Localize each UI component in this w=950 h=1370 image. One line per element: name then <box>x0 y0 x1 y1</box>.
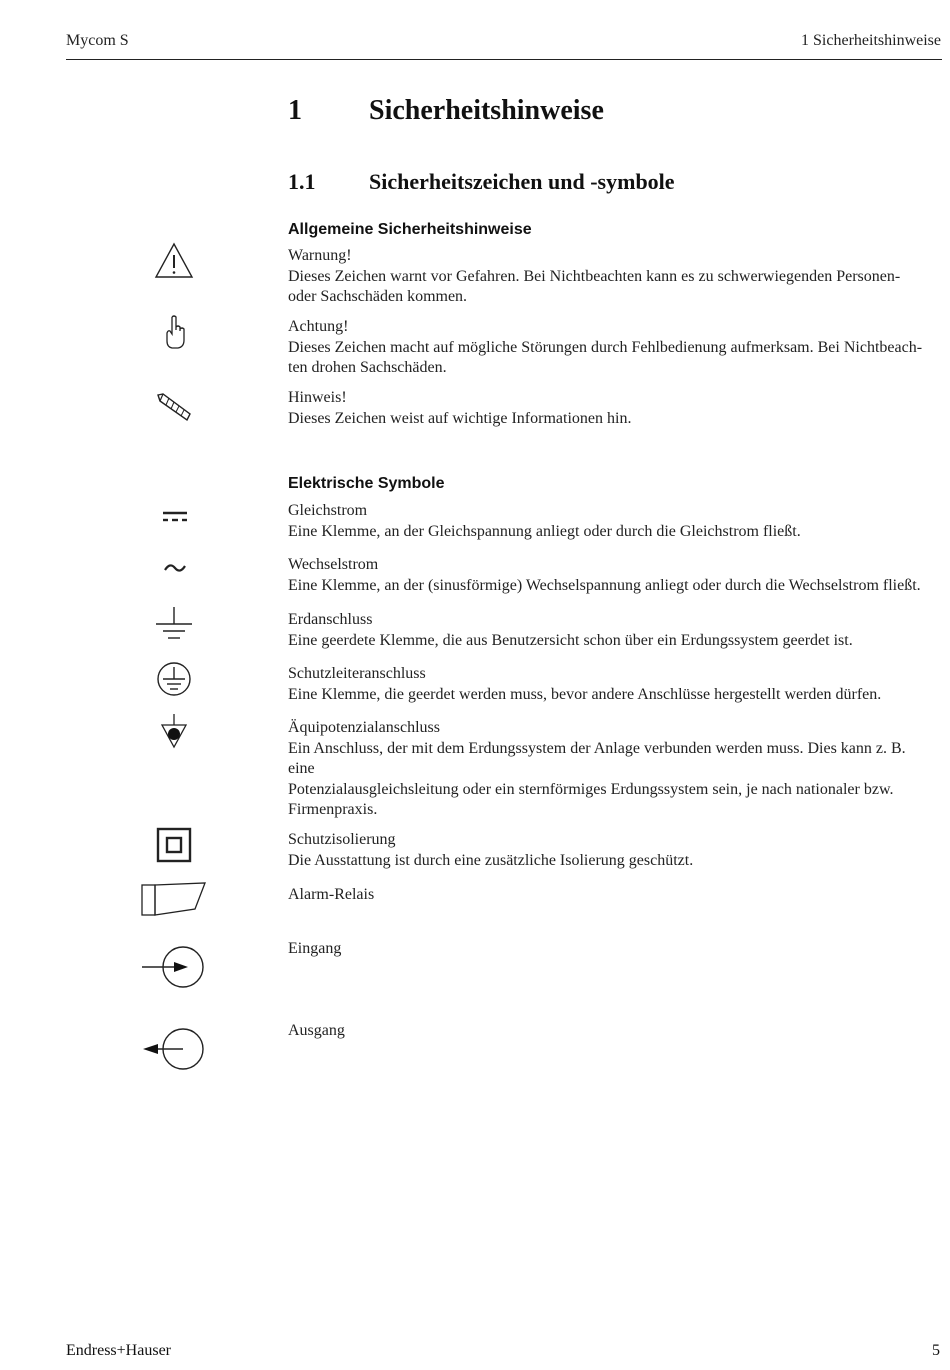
warning-triangle-icon <box>154 242 194 280</box>
alarm-relay-icon <box>139 881 209 917</box>
ground-icon <box>155 606 193 642</box>
chapter-number: 1 <box>288 95 302 126</box>
ac-item <box>288 555 943 596</box>
output-title: Ausgang <box>288 1022 345 1039</box>
note-title: Hinweis! <box>288 389 347 406</box>
running-header-right: 1 Sicherheitshinweise <box>801 32 941 49</box>
equipotential-item <box>288 718 943 821</box>
dc-text-line: Eine Klemme, an der Gleichspannung anliegt oder durch die Gleichstrom fließt. <box>288 522 801 540</box>
ground-text-line: Eine geerdete Klemme, die aus Benutzersicht schon über ein Erdungssystem geerdet ist. <box>288 631 853 649</box>
insulation-item <box>288 830 943 871</box>
warning-text-line: Dieses Zeichen warnt vor Gefahren. Bei Nichtbeachten kann es zu schwerwiegenden Personen- <box>288 267 901 285</box>
alternating-current-icon <box>163 561 187 575</box>
ground-title: Erdanschluss <box>288 611 373 628</box>
footer-brand: Endress+Hauser <box>66 1342 171 1359</box>
input-title: Eingang <box>288 940 342 957</box>
warning-item <box>288 246 943 308</box>
warning-title: Warnung! <box>288 247 352 264</box>
pointing-hand-icon <box>163 314 187 352</box>
protective-earth-text-line: Eine Klemme, die geerdet werden muss, bevor andere Anschlüsse hergestellt werden dürfen. <box>288 685 882 703</box>
insulation-text-line: Die Ausstattung ist durch eine zusätzliche Isolierung geschützt. <box>288 851 694 869</box>
ground-item <box>288 610 943 651</box>
protective-earth-item <box>288 664 943 705</box>
chapter-title: Sicherheitshinweise <box>369 95 604 126</box>
equipotential-text-line: eine <box>288 760 315 777</box>
header-rule <box>66 59 942 60</box>
dc-item <box>288 501 943 542</box>
caution-text-line: ten drohen Sachschäden. <box>288 359 447 376</box>
equipotential-text-line: Potenzialausgleichsleitung oder ein sternförmiges Erdungssystem sein, je nach nationaler bzw. <box>288 780 894 798</box>
ac-title: Wechselstrom <box>288 556 379 573</box>
output-icon <box>140 1025 206 1073</box>
general-safety-heading: Allgemeine Sicherheitshinweise <box>288 221 532 238</box>
running-header-left: Mycom S <box>66 32 129 49</box>
section-number: 1.1 <box>288 169 316 194</box>
equipotential-text-line: Ein Anschluss, der mit dem Erdungssystem der Anlage verbunden werden muss. Dies kann z. B. <box>288 739 906 757</box>
note-item <box>288 388 943 429</box>
input-item <box>288 939 943 960</box>
protective-earth-icon <box>156 661 192 697</box>
caution-item <box>288 317 943 379</box>
caution-title: Achtung! <box>288 318 349 335</box>
direct-current-icon <box>162 510 188 524</box>
page-number: 5 <box>932 1342 940 1359</box>
equipotential-title: Äquipotenzialanschluss <box>288 719 440 736</box>
output-item <box>288 1021 943 1042</box>
alarm-relay-item <box>288 885 943 906</box>
equipotential-icon <box>160 713 188 749</box>
pencil-note-icon <box>155 392 193 422</box>
insulation-title: Schutzisolierung <box>288 831 396 848</box>
section-title: Sicherheitszeichen und -symbole <box>369 169 675 194</box>
caution-text-line: Dieses Zeichen macht auf mögliche Störungen durch Fehlbedienung aufmerksam. Bei Nichtbeach- <box>288 338 923 356</box>
ac-text-line: Eine Klemme, an der (sinusförmige) Wechselspannung anliegt oder durch die Wechselstrom fließt. <box>288 576 921 594</box>
note-text-line: Dieses Zeichen weist auf wichtige Informationen hin. <box>288 409 632 427</box>
warning-text-line: oder Sachschäden kommen. <box>288 288 468 305</box>
input-icon <box>140 943 206 991</box>
alarm-relay-title: Alarm-Relais <box>288 886 375 903</box>
dc-title: Gleichstrom <box>288 502 368 519</box>
protective-earth-title: Schutzleiteranschluss <box>288 665 426 682</box>
double-insulation-icon <box>156 827 192 863</box>
equipotential-text-line: Firmenpraxis. <box>288 801 378 818</box>
electrical-symbols-heading: Elektrische Symbole <box>288 475 445 492</box>
